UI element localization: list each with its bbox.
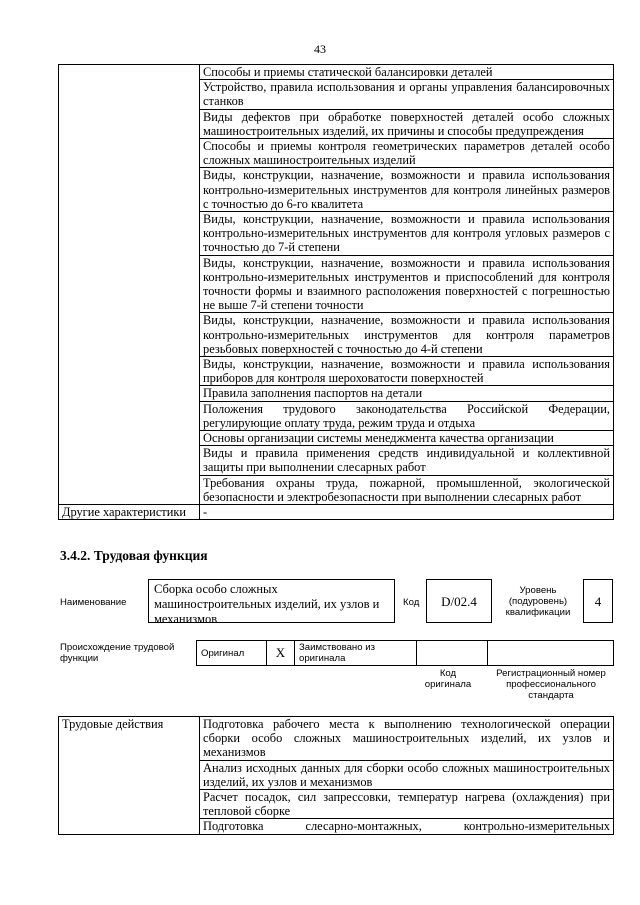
level-label: Уровень (подуровень) квалификации (505, 585, 571, 618)
table-row: Виды, конструкции, назначение, возможности и правила использования приборов для контроля шероховатости поверхностей (200, 357, 614, 386)
origin-original-cell: Оригинал (197, 641, 267, 666)
table-row: Расчет посадок, сил запрессовки, температур нагрева (охлаждения) при тепловой сборке (200, 790, 614, 819)
function-code-box: D/02.4 (426, 579, 492, 623)
table-row: Способы и приемы статической балансировки деталей (200, 65, 614, 80)
table-row: Основы организации системы менеджмента качества организации (200, 431, 614, 446)
knowledge-table (58, 64, 614, 520)
table-row: Положения трудового законодательства Российской Федерации, регулирующие оплату труда, режим труда и отдыха (200, 401, 614, 430)
table-row: Анализ исходных данных для сборки особо сложных машиностроительных изделий, их узлов и механизмов (200, 760, 614, 789)
origin-reg-cell (488, 641, 614, 666)
table-row: Виды, конструкции, назначение, возможности и правила использования контрольно-измерительных инструментов для контроля линейных размеров с точностью до 6-го квалитета (200, 168, 614, 212)
table-row: Виды, конструкции, назначение, возможности и правила использования контрольно-измерительных инструментов для контроля угловых размеров с точностью до 7-й степени (200, 212, 614, 256)
origin-table (196, 640, 614, 666)
origin-mark: X (267, 641, 295, 666)
other-characteristics-value: - (200, 505, 614, 520)
section-heading: 3.4.2. Трудовая функция (60, 548, 208, 563)
level-box: 4 (583, 579, 613, 623)
table-row: Требования охраны труда, пожарной, промышленной, экологической безопасности и электробезопасности при выполнении слесарных работ (200, 475, 614, 504)
code-label: Код (403, 597, 420, 608)
table-row: Виды дефектов при обработке поверхностей деталей особо сложных машиностроительных изделий, их причины и способы предупреждения (200, 109, 614, 138)
origin-code-caption: Код оригинала (424, 668, 472, 690)
origin-reg-caption: Регистрационный номер профессионального стандарта (496, 668, 606, 701)
table-row: Подготовка рабочего места к выполнению технологической операции сборки особо сложных машиностроительных изделий, их узлов и механизмов (200, 717, 614, 761)
other-characteristics-label: Другие характеристики (59, 505, 200, 520)
name-label: Наименование (60, 597, 127, 608)
function-name-box: Сборка особо сложных машиностроительных изделий, их узлов и механизмов (148, 579, 395, 623)
knowledge-label-cell (59, 65, 200, 505)
labor-actions-label: Трудовые действия (59, 717, 200, 835)
table-row: Подготовка слесарно-монтажных, контрольно-измерительных (200, 819, 614, 834)
page-number: 43 (314, 42, 326, 56)
table-row: Способы и приемы контроля геометрических параметров деталей особо сложных машиностроительных изделий (200, 139, 614, 168)
table-row: Виды, конструкции, назначение, возможности и правила использования контрольно-измерительных инструментов для контроля параметров резьбовых поверхностей с точностью до 4-й степени (200, 313, 614, 357)
table-row: Устройство, правила использования и органы управления балансировочных станков (200, 80, 614, 109)
origin-borrowed-cell: Заимствовано из оригинала (295, 641, 417, 666)
origin-label: Происхождение трудовой функции (60, 642, 175, 664)
origin-code-cell (417, 641, 488, 666)
table-row: Правила заполнения паспортов на детали (200, 386, 614, 401)
table-row: Виды, конструкции, назначение, возможности и правила использования контрольно-измерительных инструментов и приспособлений для контроля точности формы и взаимного расположения поверхностей с погрешностью не выше 7-й степени точности (200, 255, 614, 313)
table-row: Виды и правила применения средств индивидуальной и коллективной защиты при выполнении слесарных работ (200, 446, 614, 475)
labor-actions-table (58, 716, 614, 835)
